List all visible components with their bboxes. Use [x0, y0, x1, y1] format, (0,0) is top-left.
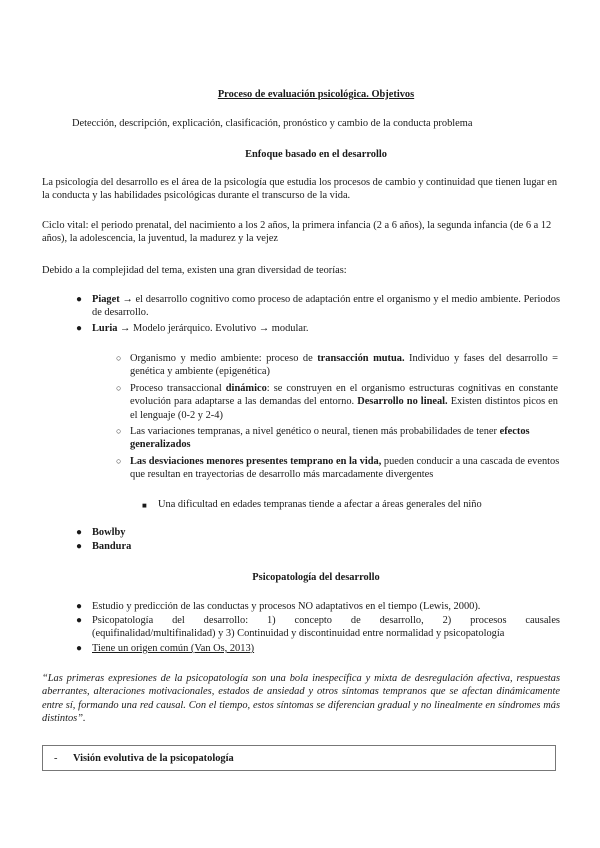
section-heading-psychopathology: Psicopatología del desarrollo	[252, 572, 380, 583]
bullet-icon: ●	[76, 615, 83, 626]
justified-line	[92, 614, 560, 627]
theory-text-piaget: → el desarrollo cognitivo como proceso de adaptación entre el organismo y el medio ambiente. Periodos de desarrollo.	[92, 294, 560, 319]
circle-bullet-icon: ○	[116, 383, 122, 393]
word: concepto	[294, 615, 332, 626]
paragraph-developmental-psychology: La psicología del desarrollo es el área de la psicología que estudia los procesos de cambio y continuidad que tienen lugar en la conducta y las habilidades psicológicas durante el transcurso de la vida.	[42, 177, 558, 202]
circle-bullet-icon: ○	[116, 426, 122, 436]
list-item-luria	[92, 322, 560, 335]
circle-bullet-icon: ○	[116, 353, 122, 363]
word: de	[350, 615, 361, 626]
word: 1)	[266, 615, 276, 626]
sub-item-text: Individuo y fases del desarrollo = genética y ambiente (epigenética)	[130, 353, 559, 378]
circle-bullet-icon: ○	[116, 456, 122, 466]
quote-paragraph: “Las primeras expresiones de la psicopatología son una bola inespecífica y mixta de desregulación afectiva, respuestas aberrantes, alteraciones motivacionales, estados de ansiedad y otros síntomas tempranos que se afectan dinámicamente entre sí, formando una red causal. Con el tiempo, estos síntomas se diferencian gradual y no linealmente en síndromes más distintos”.	[42, 673, 560, 724]
square-bullet-icon: ■	[142, 501, 147, 510]
word: del	[172, 615, 185, 626]
section-heading-development: Enfoque basado en el desarrollo	[245, 149, 387, 160]
word: 2)	[442, 615, 452, 626]
word: procesos	[470, 615, 507, 626]
list-item-bandura: Bandura	[92, 541, 132, 552]
box-title: Visión evolutiva de la psicopatología	[73, 753, 234, 764]
list-item-dev-psychopathology	[92, 614, 560, 641]
list-item-bowlby: Bowlby	[92, 527, 126, 538]
bullet-icon: ●	[76, 643, 83, 654]
theory-name-luria: Luria	[92, 323, 118, 334]
sub-item-text: Organismo y medio ambiente: proceso de	[130, 353, 318, 364]
page-title: Proceso de evaluación psicológica. Objetivos	[217, 89, 415, 100]
sub-item-bold: Las desviaciones menores presentes temprano en la vida,	[130, 456, 382, 467]
sub-item-text: Existen distintos picos en el lenguaje (0-2 y 2-4)	[130, 396, 558, 421]
sub-item-text: Las variaciones tempranas, a nivel genético o neural, tienen más probabilidades de tener	[130, 426, 500, 437]
bullet-icon: ●	[76, 601, 83, 612]
sub-item-dynamic-process	[130, 382, 558, 422]
sub-item-minor-deviations	[130, 455, 560, 482]
theory-text-luria: → Modelo jerárquico. Evolutivo → modular.	[120, 323, 309, 334]
bullet-icon: ●	[76, 527, 83, 538]
word: desarrollo,	[379, 615, 424, 626]
word: Psicopatología	[92, 615, 154, 626]
sub-item-bold: dinámico	[225, 383, 267, 394]
sub-item-text: : se construyen en el organismo estructuras cognitivas en constante evolución para adaptarse a las demandas del entorno.	[130, 383, 558, 408]
sub-item-mutual-transaction	[130, 352, 558, 379]
box-dash: -	[54, 753, 58, 764]
sub-item-bold: transacción mutua.	[317, 353, 405, 364]
bullet-icon: ●	[76, 323, 83, 334]
bullet-icon: ●	[76, 294, 83, 305]
word: desarrollo:	[203, 615, 249, 626]
paragraph-theories-intro: Debido a la complejidad del tema, existen una gran diversidad de teorías:	[42, 265, 347, 276]
word: causales	[525, 615, 560, 626]
sub-item-bold: Desarrollo no lineal.	[357, 396, 448, 408]
theory-name-piaget: Piaget	[92, 294, 120, 305]
sub-item-text: Proceso transaccional	[130, 383, 226, 394]
section-box-evolutionary-view	[42, 745, 556, 771]
sub-sub-item-early-difficulty: Una dificultad en edades tempranas tiende a afectar a áreas generales del niño	[158, 499, 482, 510]
sub-item-bold: efectos generalizados	[130, 426, 530, 451]
sub-item-text: pueden conducir a una cascada de eventos que resultan en trayectorias de desarrollo más marcadamente divergentes	[130, 456, 560, 481]
list-item-study-prediction: Estudio y predicción de las conductas y procesos NO adaptativos en el tiempo (Lewis, 2000).	[92, 601, 481, 612]
list-item-piaget	[92, 293, 560, 320]
list-item-common-origin: Tiene un origen común (Van Os, 2013)	[92, 643, 255, 654]
paragraph-life-cycle: Ciclo vital: el periodo prenatal, del nacimiento a los 2 años, la primera infancia (2 a 6 años), la segunda infancia (de 6 a 12 años), la adolescencia, la juventud, la madurez y la vejez	[42, 220, 552, 245]
list-item-continuation: (equifinalidad/multifinalidad) y 3) Continuidad y discontinuidad entre normalidad y psicopatología	[92, 628, 505, 640]
sub-item-early-variations	[130, 425, 560, 452]
objectives-text: Detección, descripción, explicación, clasificación, pronóstico y cambio de la conducta problema	[72, 118, 473, 129]
bullet-icon: ●	[76, 541, 83, 552]
